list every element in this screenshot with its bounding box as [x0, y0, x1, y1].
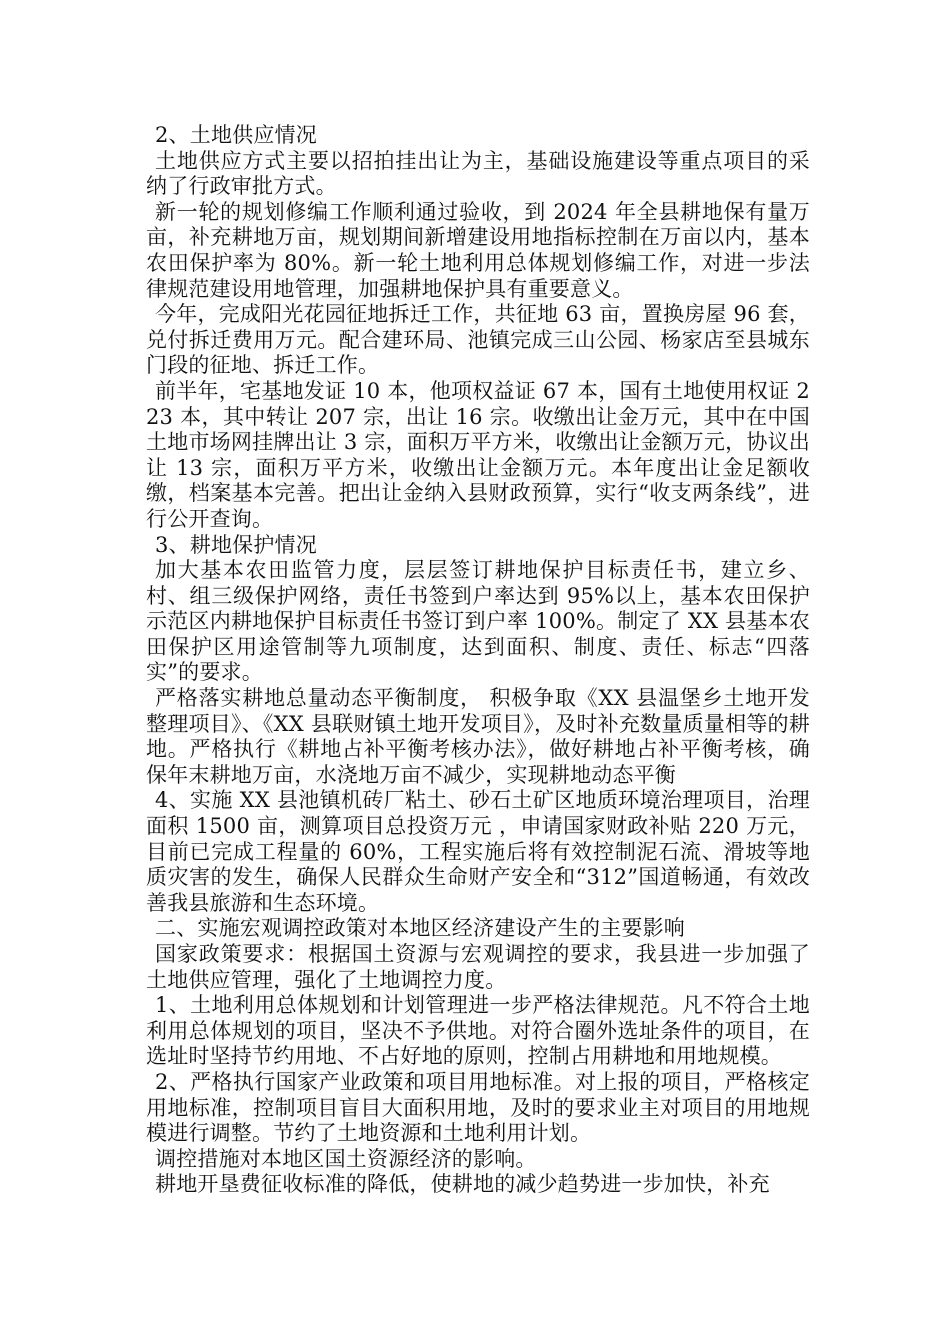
section-heading: 2、土地供应情况 — [155, 123, 317, 147]
section-heading: 3、耕地保护情况 — [155, 532, 317, 557]
paragraph: 前半年，宅基地发证 10 本，他项权益证 67 本，国有土地使用权证 223 本，其中转让 207 宗，出让 16 宗。收缴出让金万元，其中在中国土地市场网挂牌出让 3 宗，面积万平方米，收缴出让金额万元，协议出让 13 宗，面积万平方米，收缴出让金额万元。本年度出让金足额收缴，档案基本完善。把出让金纳入县财政预算，实行“收支两条线”，进行公开查询。 — [146, 378, 810, 531]
paragraph: 调控措施对本地区国土资源经济的影响。 — [155, 1146, 537, 1171]
paragraph: 今年，完成阳光花园征地拆迁工作，共征地 63 亩，置换房屋 96 套，兑付拆迁费用万元。配合建环局、池镇完成三山公园、杨家店至县城东门段的征地、拆迁工作。 — [146, 302, 810, 378]
section-heading: 二、实施宏观调控政策对本地区经济建设产生的主要影响 — [155, 916, 685, 941]
paragraph: 耕地开垦费征收标准的降低，使耕地的减少趋势进一步加快，补充 — [155, 1172, 770, 1197]
paragraph: 新一轮的规划修编工作顺利通过验收，到 2024 年全县耕地保有量万亩，补充耕地万亩，规划期间新增建设用地指标控制在万亩以内，基本农田保护率为 80%。新一轮土地利用总体规划修编工作，对进一步法律规范建设用地管理，加强耕地保护具有重要意义。 — [146, 199, 810, 301]
paragraph: 国家政策要求：根据国土资源与宏观调控的要求，我县进一步加强了土地供应管理，强化了土地调控力度。 — [146, 942, 810, 992]
document-body — [146, 123, 810, 1198]
paragraph: 1、土地利用总体规划和计划管理进一步严格法律规范。凡不符合土地利用总体规划的项目，坚决不予供地。对符合圈外选址条件的项目，在选址时坚持节约用地、不占好地的原则，控制占用耕地和用地规模。 — [146, 993, 810, 1069]
paragraph: 2、严格执行国家产业政策和项目用地标准。对上报的项目，严格核定用地标准，控制项目盲目大面积用地，及时的要求业主对项目的用地规模进行调整。节约了土地资源和土地利用计划。 — [146, 1069, 810, 1146]
paragraph: 土地供应方式主要以招拍挂出让为主，基础设施建设等重点项目的采纳了行政审批方式。 — [146, 148, 810, 199]
paragraph: 严格落实耕地总量动态平衡制度， 积极争取《XX 县温堡乡土地开发整理项目》、《XX 县联财镇土地开发项目》，及时补充数量质量相等的耕地。严格执行《耕地占补平衡考核办法》，做好耕地占补平衡考核，确保年末耕地万亩，水浇地万亩不减少，实现耕地动态平衡 — [146, 686, 810, 787]
paragraph: 4、实施 XX 县池镇机砖厂粘土、砂石土矿区地质环境治理项目，治理面积 1500 亩，测算项目总投资万元 ，申请国家财政补贴 220 万元，目前已完成工程量的 60%，工程实施后将有效控制泥石流、滑坡等地质灾害的发生，确保人民群众生命财产安全和“312”国道畅通，有效改善我县旅游和生态环境。 — [146, 788, 810, 915]
paragraph: 加大基本农田监管力度，层层签订耕地保护目标责任书，建立乡、村、组三级保护网络，责任书签到户率达到 95%以上，基本农田保护示范区内耕地保护目标责任书签订到户率 100%。制定了 XX 县基本农田保护区用途管制等九项制度，达到面积、制度、责任、标志“四落实”的要求。 — [146, 558, 810, 685]
